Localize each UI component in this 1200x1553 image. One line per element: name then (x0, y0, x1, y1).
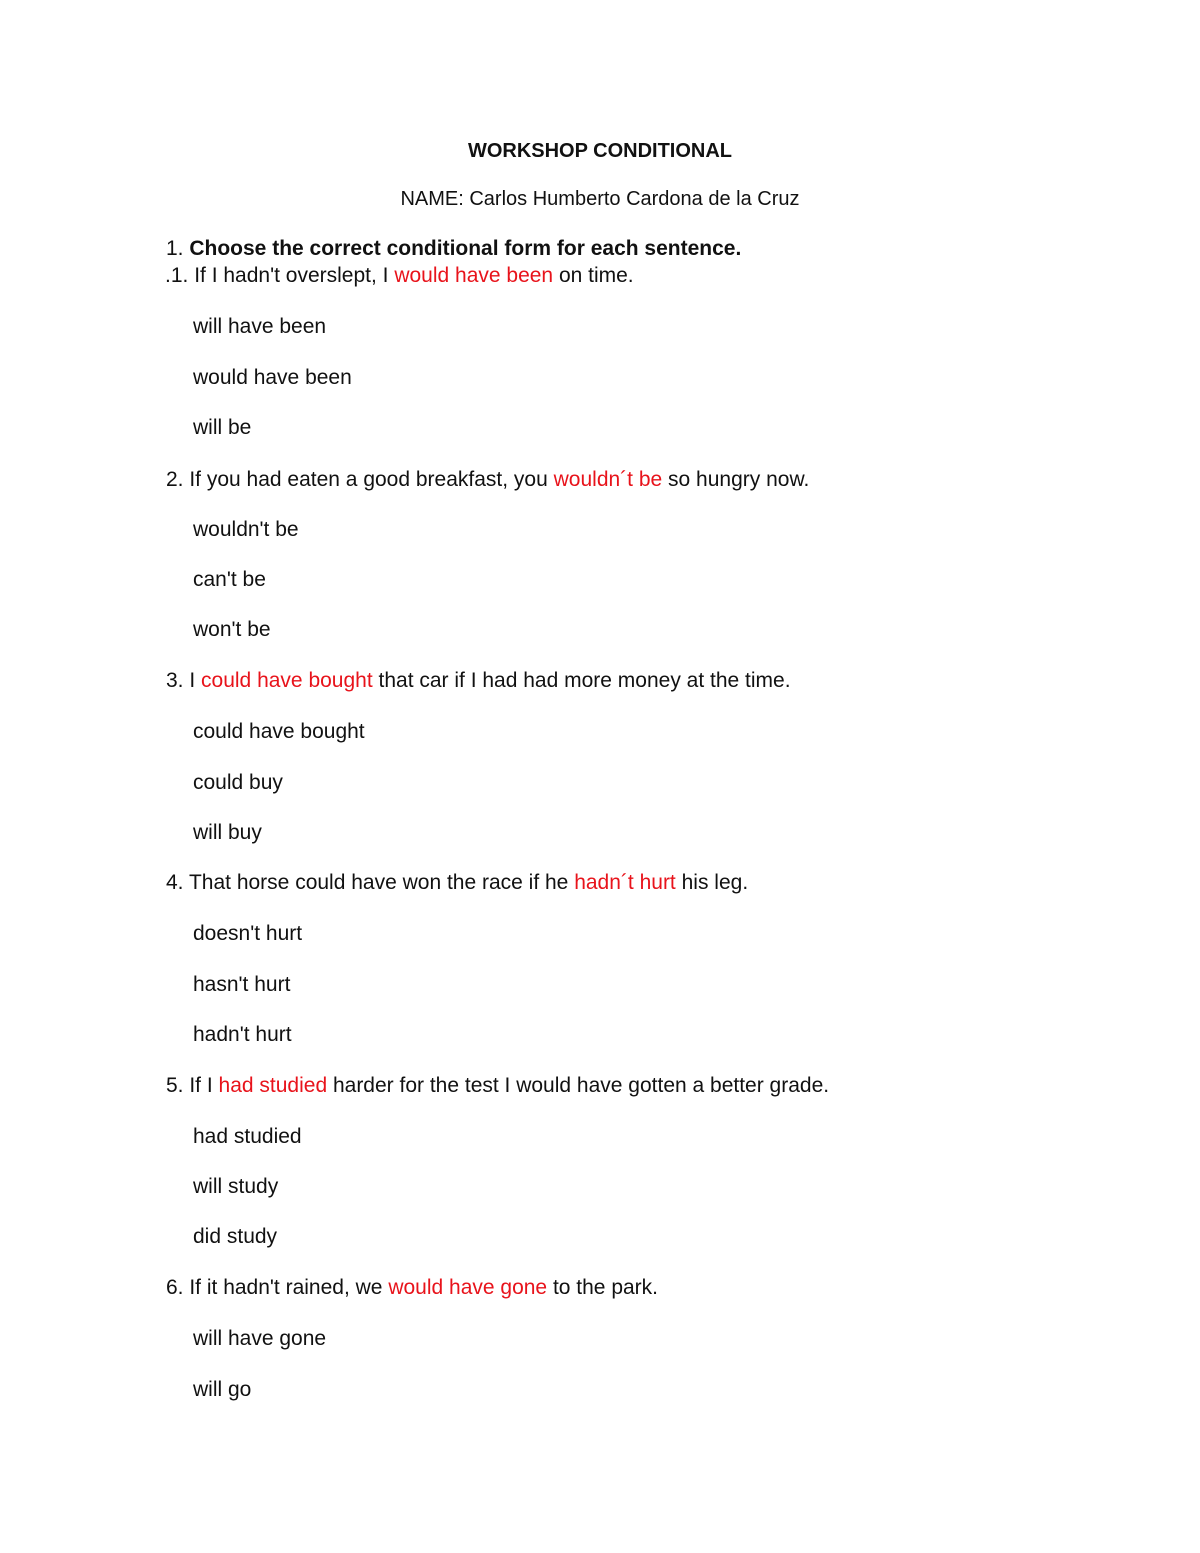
option: wouldn't be (193, 518, 299, 541)
option: hadn't hurt (193, 1023, 292, 1046)
option: will study (193, 1175, 279, 1198)
option: will have gone (193, 1327, 327, 1350)
question-number: 4. (166, 871, 184, 894)
question-answer: would have been (394, 264, 554, 287)
question-answer: had studied (218, 1074, 328, 1097)
option: did study (193, 1225, 278, 1248)
question-text-after: harder for the test I would have gotten a better grade. (327, 1074, 830, 1097)
section-number: 1. (166, 237, 190, 260)
option: will buy (193, 821, 262, 844)
option: hasn't hurt (193, 973, 291, 996)
option: would have been (193, 366, 352, 389)
question-text-before: I (183, 669, 202, 692)
question-5 (166, 1073, 829, 1099)
question-2 (166, 467, 809, 493)
question-answer: would have gone (388, 1276, 548, 1299)
question-1 (165, 263, 634, 289)
question-text-before: If I hadn't overslept, I (188, 264, 395, 287)
option: won't be (193, 618, 271, 641)
option: could buy (193, 771, 283, 794)
question-text-after: on time. (553, 264, 634, 287)
question-number: 5. (166, 1074, 184, 1097)
question-answer: hadn´t hurt (574, 871, 676, 894)
question-text-after: his leg. (675, 871, 749, 894)
question-6 (166, 1275, 658, 1301)
option: will have been (193, 315, 327, 338)
question-text-after: that car if I had had more money at the time. (372, 669, 791, 692)
question-4 (166, 870, 748, 896)
option: doesn't hurt (193, 922, 303, 945)
option: could have bought (193, 720, 365, 743)
question-text-before: If I (183, 1074, 219, 1097)
question-text-before: If you had eaten a good breakfast, you (183, 468, 554, 491)
instruction-text: Choose the correct conditional form for each sentence. (189, 237, 742, 260)
question-text-after: to the park. (547, 1276, 659, 1299)
option: will be (193, 416, 252, 439)
question-3 (166, 668, 791, 694)
question-text-before: That horse could have won the race if he (183, 871, 575, 894)
question-number: 2. (166, 468, 184, 491)
option: had studied (193, 1125, 302, 1148)
question-text-before: If it hadn't rained, we (183, 1276, 389, 1299)
question-number: 6. (166, 1276, 184, 1299)
option: can't be (193, 568, 266, 591)
document-title: WORKSHOP CONDITIONAL (467, 140, 733, 162)
question-text-after: so hungry now. (662, 468, 810, 491)
question-answer: could have bought (201, 669, 373, 692)
question-number: .1. (165, 264, 189, 287)
question-number: 3. (166, 669, 184, 692)
question-answer: wouldn´t be (553, 468, 663, 491)
option: will go (193, 1378, 252, 1401)
section-instruction (166, 236, 741, 262)
student-name: NAME: Carlos Humberto Cardona de la Cruz (400, 188, 800, 210)
